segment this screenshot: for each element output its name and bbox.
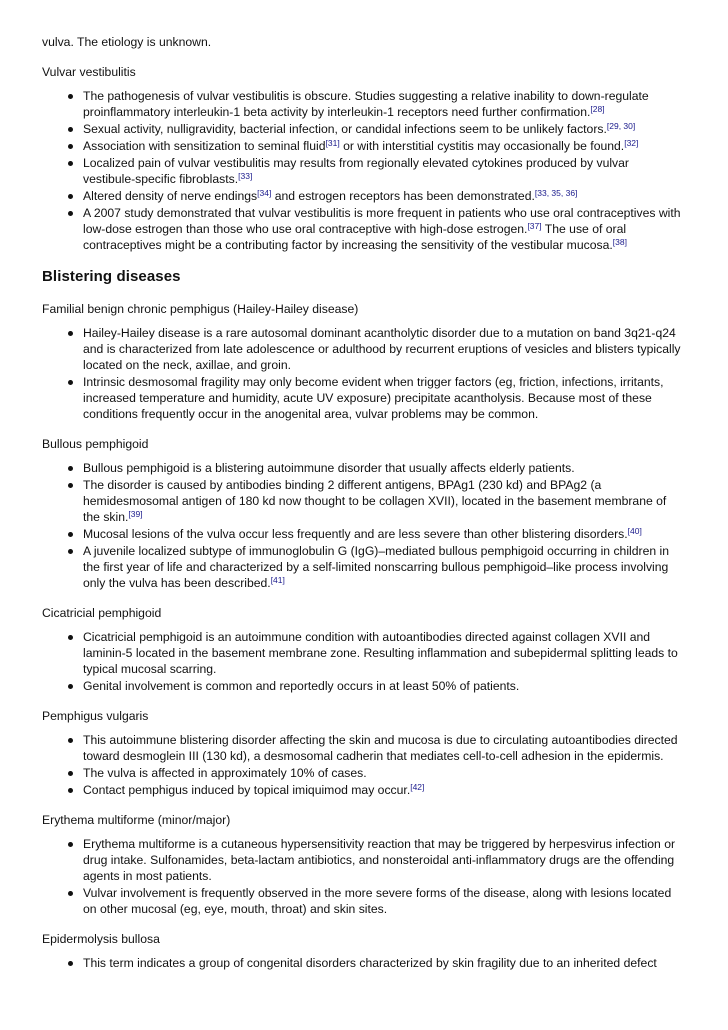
item-text: This autoimmune blistering disorder affecting the skin and mucosa is due to circulating autoantibodies directed toward desmoglein III (130 kd), a desmosomal cadherin that mediates cell-to-cell adhesion in the epidermis. [83,733,678,763]
item-text: Hailey-Hailey disease is a rare autosomal dominant acantholytic disorder due to a mutation on band 3q21-q24 and is characterized from late adolescence or adulthood by recurrent eruptions of vesicles and blisters typically located on the neck, axillae, and groin. [83,326,681,372]
list-item [83,374,684,422]
subsection-title: Familial benign chronic pemphigus (Hailey-Hailey disease) [42,302,359,316]
item-text: Mucosal lesions of the vulva occur less frequently and are less severe than other blistering disorders. [83,527,628,541]
bullet-list [42,955,684,971]
citation-link[interactable]: [41] [270,575,285,585]
list-item [83,955,684,971]
list-item [83,782,684,798]
bullet-list [42,629,684,694]
item-text: The disorder is caused by antibodies binding 2 different antigens, BPAg1 (230 kd) and BPAg2 (a hemidesmosomal antigen of 180 kd now thought to be collagen XVII), located in the basement membrane of the skin. [83,478,667,524]
list-item [83,460,684,476]
list-item [83,543,684,591]
item-text: This term indicates a group of congenital disorders characterized by skin fragility due to an inherited defect [83,956,657,970]
item-text: Erythema multiforme is a cutaneous hypersensitivity reaction that may be triggered by herpesvirus infection or drug intake. Sulfonamides, beta-lactam antibiotics, and nonsteroidal anti-inflammatory drugs are the offending agents in most patients. [83,837,676,883]
list-item [83,121,684,137]
item-text: Contact pemphigus induced by topical imiquimod may occur. [83,783,411,797]
item-text: Altered density of nerve endings [83,189,258,203]
item-text: or with interstitial cystitis may occasionally be found. [339,139,625,153]
document-page [42,0,684,972]
citation-link[interactable]: [37] [527,221,542,231]
item-text: Localized pain of vulvar vestibulitis may results from regionally elevated cytokines produced by vulvar vestibule-specific fibroblasts. [83,156,629,186]
list-item [83,732,684,764]
subsection-title: Pemphigus vulgaris [42,709,149,723]
list-item [83,629,684,677]
citation-link[interactable]: [31] [325,138,340,148]
citation-link[interactable]: [34] [257,188,272,198]
bullet-list [42,836,684,917]
item-text: A 2007 study demonstrated that vulvar vestibulitis is more frequent in patients who use oral contraceptives with low-dose estrogen than those who use oral contraceptive with high-dose estrogen. [83,206,681,236]
list-item [83,325,684,373]
bullet-list [42,460,684,591]
document-body [42,64,684,971]
item-text: Cicatricial pemphigoid is an autoimmune condition with autoantibodies directed against collagen XVII and laminin-5 located in the basement membrane zone. Resulting inflammation and subepidermal splitting leads to typical mucosal scarring. [83,630,678,676]
list-item [83,205,684,253]
list-item [83,678,684,694]
item-text: Intrinsic desmosomal fragility may only become evident when trigger factors (eg, friction, infections, irritants, increased temperature and humidity, acute UV exposure) precipitate acantholysis. Because most of these conditions frequently occur in the anogenital area, vulvar problems may be common. [83,375,664,421]
citation-link[interactable]: [29, 30] [606,121,636,131]
list-item [83,765,684,781]
item-text: Bullous pemphigoid is a blistering autoimmune disorder that usually affects elderly patients. [83,461,575,475]
citation-link[interactable]: [40] [627,526,642,536]
item-text: Genital involvement is common and reportedly occurs in at least 50% of patients. [83,679,520,693]
subsection-title: Erythema multiforme (minor/major) [42,813,231,827]
section-heading: Blistering diseases [42,268,181,285]
bullet-list [42,732,684,798]
subsection-title: Vulvar vestibulitis [42,65,136,79]
citation-link[interactable]: [42] [410,782,425,792]
citation-link[interactable]: [28] [590,104,605,114]
citation-link[interactable]: [39] [128,509,143,519]
citation-link[interactable]: [38] [612,237,627,247]
list-item [83,138,684,154]
intro-text: vulva. The etiology is unknown. [42,35,212,49]
item-text: The vulva is affected in approximately 10% of cases. [83,766,367,780]
list-item [83,885,684,917]
bullet-list [42,325,684,422]
bullet-list [42,88,684,253]
item-text: Sexual activity, nulligravidity, bacterial infection, or candidal infections seem to be unlikely factors. [83,122,607,136]
subsection-title: Epidermolysis bullosa [42,932,160,946]
list-item [83,155,684,187]
item-text: and estrogen receptors has been demonstrated. [271,189,535,203]
list-item [83,88,684,120]
citation-link[interactable]: [33, 35, 36] [534,188,578,198]
item-text: Vulvar involvement is frequently observed in the more severe forms of the disease, along with lesions located on other mucosal (eg, eye, mouth, throat) and skin sites. [83,886,672,916]
item-text: A juvenile localized subtype of immunoglobulin G (IgG)–mediated bullous pemphigoid occurring in children in the first year of life and characterized by a self-limited nonscarring bullous pemphigoid–like process involving only the vulva has been described. [83,544,670,590]
item-text: Association with sensitization to seminal fluid [83,139,326,153]
list-item [83,836,684,884]
subsection-title: Bullous pemphigoid [42,437,149,451]
item-text: The use of oral contraceptives might be a contributing factor by increasing the sensitivity of the vestibular mucosa. [83,222,627,252]
list-item [83,526,684,542]
citation-link[interactable]: [32] [624,138,639,148]
item-text: The pathogenesis of vulvar vestibulitis is obscure. Studies suggesting a relative inability to down-regulate proinflammatory interleukin-1 beta activity by interleukin-1 receptors need further confirmation. [83,89,649,119]
list-item [83,477,684,525]
list-item [83,188,684,204]
citation-link[interactable]: [33] [238,171,253,181]
subsection-title: Cicatricial pemphigoid [42,606,162,620]
